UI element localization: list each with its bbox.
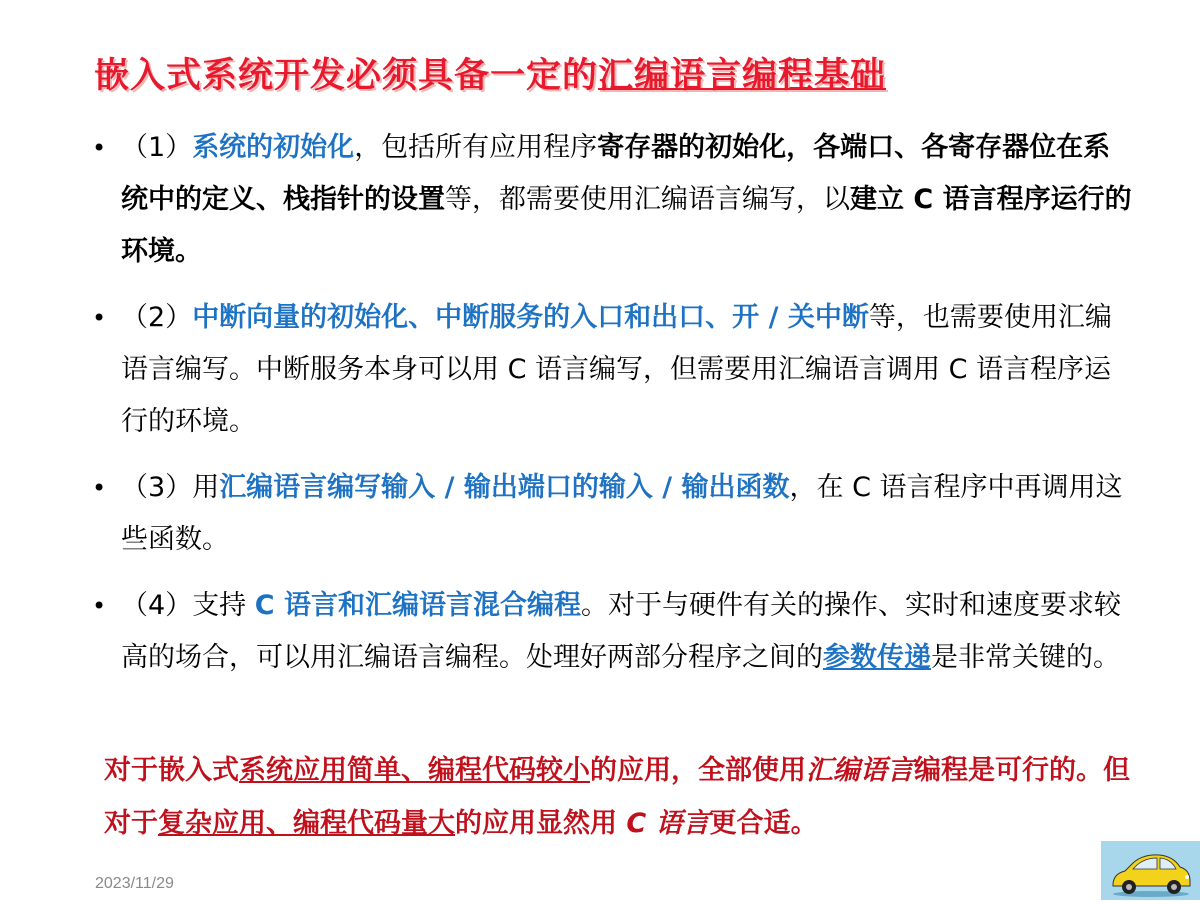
- body-text: 是非常关键的。: [931, 642, 1120, 673]
- bullet-list: [92, 122, 1132, 698]
- highlight-text: 参数传递: [823, 642, 931, 673]
- body-text: 支持: [192, 590, 255, 621]
- highlight-text: C 语言和汇编语言混合编程: [254, 590, 581, 621]
- bullet-item-4: [92, 580, 1132, 684]
- bullet-prefix: （4）: [121, 590, 193, 621]
- title-part-2: 汇编语言编程基础: [598, 56, 887, 96]
- body-text: 。对于与硬件有关的操作、实时和速度要求较高的场合，可以用汇编语言编程。处理好两部分程序之间的: [121, 590, 1121, 673]
- bold-text: 寄存器的初始化，各端口、各寄存器位在系统中的定义、栈指针的设置: [121, 132, 1111, 215]
- body-text: 用: [192, 472, 220, 503]
- bullet-dot: •: [92, 304, 107, 332]
- bullet-dot: •: [92, 592, 107, 620]
- bullet-prefix: （1）: [121, 132, 193, 163]
- title-part-1: 嵌入式系统开发必须具备一定的: [94, 56, 599, 96]
- note-text: 的应用显然用: [455, 808, 627, 839]
- note-text: 编程是可行的。但对于: [104, 755, 1130, 839]
- bullet-dot: •: [92, 134, 107, 162]
- bullet-item-3: [92, 462, 1132, 566]
- slide-title: [94, 48, 886, 98]
- body-text: 等，都需要使用汇编语言编写，以: [445, 184, 850, 215]
- note-underlined: 复杂应用、编程代码量大: [158, 808, 455, 839]
- bullet-item-2: [92, 292, 1132, 448]
- note-italic: C 语言: [626, 808, 710, 839]
- bullet-item-1: [92, 122, 1132, 278]
- body-text: 等，也需要使用汇编语言编写。中断服务本身可以用 C 语言编写，但需要用汇编语言调用 C 语言程序运行的环境。: [121, 302, 1112, 437]
- note-underlined: 系统应用简单、编程代码较小: [239, 755, 590, 786]
- bullet-dot: •: [92, 474, 107, 502]
- body-text: ，在 C 语言程序中再调用这些函数。: [121, 472, 1123, 555]
- bullet-prefix: （3）: [121, 472, 193, 503]
- yellow-car-icon: [1101, 841, 1200, 900]
- note-text: 对于嵌入式: [104, 755, 239, 786]
- note-text: 更合适。: [709, 808, 818, 839]
- summary-note: [104, 744, 1144, 850]
- note-text: 的应用，全部使用: [590, 755, 806, 786]
- note-italic: 汇编语言: [806, 755, 914, 786]
- bold-text: 建立 C 语言程序运行的环境。: [121, 184, 1132, 267]
- highlight-text: 汇编语言编写输入 / 输出端口的输入 / 输出函数: [219, 472, 790, 503]
- bullet-prefix: （2）: [121, 302, 193, 333]
- slide-date: 2023/11/29: [95, 875, 174, 892]
- highlight-text: 中断向量的初始化、中断服务的入口和出口、开 / 关中断: [192, 302, 869, 333]
- body-text: ，包括所有应用程序: [354, 132, 598, 163]
- highlight-text: 系统的初始化: [192, 132, 355, 163]
